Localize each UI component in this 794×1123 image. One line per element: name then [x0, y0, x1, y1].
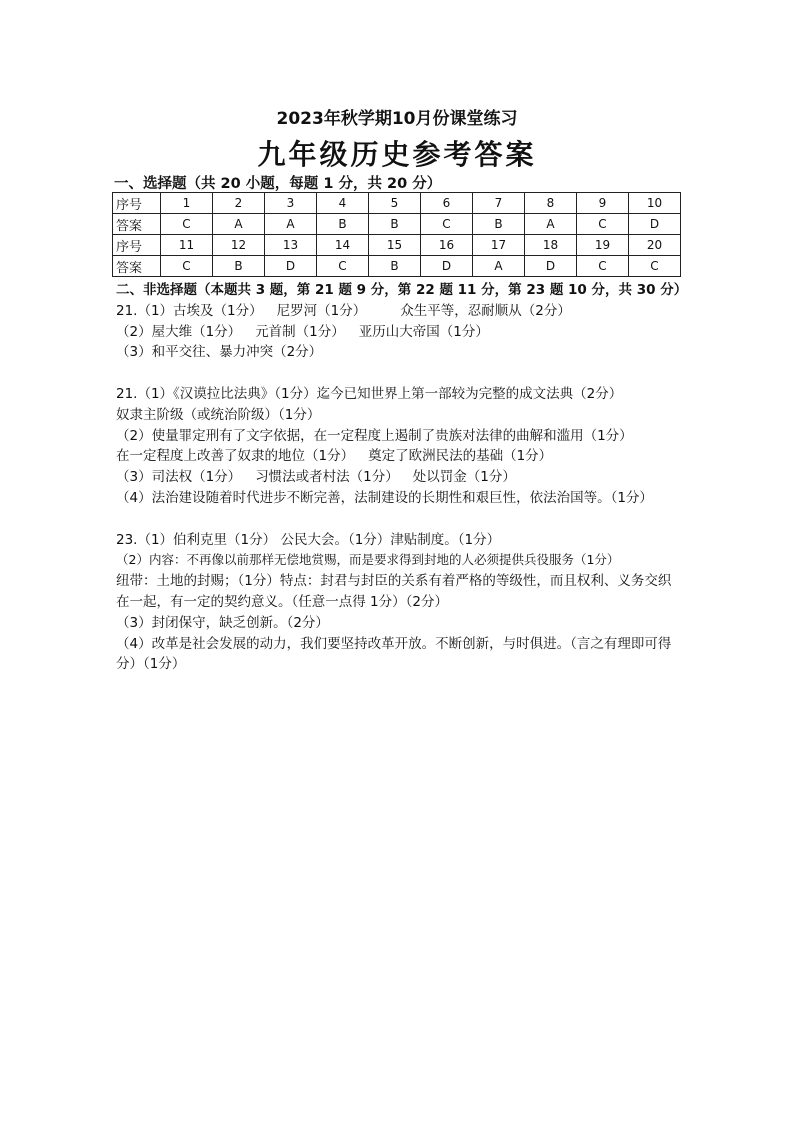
question-number: 11 — [161, 235, 213, 256]
question-number: 13 — [265, 235, 317, 256]
table-row-numbers-1 — [113, 193, 681, 214]
question-number: 10 — [629, 193, 681, 214]
answer-cell: B — [369, 214, 421, 235]
section2-heading: 二、非选择题（本题共 3 题，第 21 题 9 分，第 22 题 11 分，第 23 题 10 分，共 30 分） — [116, 282, 688, 298]
answer-text: 元首制（1分） — [255, 323, 345, 340]
answer-cell: C — [629, 256, 681, 277]
question-number: 19 — [577, 235, 629, 256]
question-number: 6 — [421, 193, 473, 214]
row-label: 答案 — [113, 256, 161, 277]
answer-table — [112, 192, 681, 277]
question-number: 15 — [369, 235, 421, 256]
answer-cell: C — [577, 214, 629, 235]
question-number: 5 — [369, 193, 421, 214]
table-row-answers-2 — [113, 256, 681, 277]
question-number: 7 — [473, 193, 525, 214]
row-label: 序号 — [113, 235, 161, 256]
answer-cell: A — [265, 214, 317, 235]
question-number: 1 — [161, 193, 213, 214]
table-row-answers-1 — [113, 214, 681, 235]
table-row-numbers-2 — [113, 235, 681, 256]
q21b-line3: （2）使量罪定刑有了文字依据，在一定程度上遏制了贵族对法律的曲解和滥用（1分） — [116, 427, 633, 444]
answer-cell: C — [161, 256, 213, 277]
question-number: 8 — [525, 193, 577, 214]
answer-cell: B — [369, 256, 421, 277]
answer-text: 21.（1）古埃及（1分） — [116, 302, 263, 319]
question-number: 9 — [577, 193, 629, 214]
q21b-line5 — [116, 467, 684, 488]
answer-cell: C — [421, 214, 473, 235]
answer-text: 亚历山大帝国（1分） — [358, 323, 489, 340]
page-title: 九年级历史参考答案 — [257, 138, 537, 171]
q21b-line1: 21.（1）《汉谟拉比法典》（1分）迄今已知世界上第一部较为完整的成文法典（2分） — [116, 385, 623, 402]
answer-cell: C — [317, 256, 369, 277]
answer-cell: C — [161, 214, 213, 235]
answer-cell: B — [473, 214, 525, 235]
exam-subtitle: 2023年秋学期10月份课堂练习 — [276, 109, 518, 129]
answer-cell: D — [421, 256, 473, 277]
q23-line1: 23.（1）伯利克里（1分） 公民大会。（1分）津贴制度。（1分） — [116, 531, 501, 548]
q23-line4: （3）封闭保守，缺乏创新。（2分） — [116, 614, 329, 631]
row-label: 答案 — [113, 214, 161, 235]
answer-cell: D — [629, 214, 681, 235]
answer-cell: D — [525, 256, 577, 277]
answer-text: 在一定程度上改善了奴隶的地位（1分） — [116, 448, 355, 465]
question-number: 2 — [213, 193, 265, 214]
answer-text: 习惯法或者村法（1分） — [255, 469, 399, 486]
answer-cell: D — [265, 256, 317, 277]
question-number: 17 — [473, 235, 525, 256]
q23-line3: 纽带：土地的封赐；（1分）特点：封君与封臣的关系有着严格的等级性，而且权利、义务交织在一起，有一定的契约意义。（任意一点得 1分）（2分） — [116, 573, 672, 610]
q21b-line2: 奴隶主阶级（或统治阶级）（1分） — [116, 406, 321, 423]
answer-cell: A — [213, 214, 265, 235]
section2-content — [116, 280, 688, 675]
q21a-line1 — [116, 301, 684, 322]
answer-text: （3）司法权（1分） — [116, 469, 242, 486]
answer-text: 众生平等，忍耐顺从（2分） — [400, 302, 571, 319]
question-number: 20 — [629, 235, 681, 256]
question-number: 3 — [265, 193, 317, 214]
question-number: 12 — [213, 235, 265, 256]
answer-text: 处以罚金（1分） — [412, 469, 516, 486]
question-number: 14 — [317, 235, 369, 256]
q21b-line4 — [116, 446, 684, 467]
question-number: 4 — [317, 193, 369, 214]
answer-cell: B — [317, 214, 369, 235]
answer-cell: A — [525, 214, 577, 235]
q21a-line2 — [116, 322, 684, 343]
answer-cell: B — [213, 256, 265, 277]
question-number: 16 — [421, 235, 473, 256]
q21a-line3: （3）和平交往、暴力冲突（2分） — [116, 344, 323, 361]
question-number: 18 — [525, 235, 577, 256]
q23-line5: （4）改革是社会发展的动力，我们要坚持改革开放。不断创新，与时俱进。（言之有理即可得分）（1分） — [116, 635, 672, 673]
answer-text: 尼罗河（1分） — [276, 302, 367, 319]
answer-text: 奠定了欧洲民法的基础（1分） — [368, 448, 553, 465]
answer-cell: A — [473, 256, 525, 277]
answer-cell: C — [577, 256, 629, 277]
row-label: 序号 — [113, 193, 161, 214]
answer-text: （2）屋大维（1分） — [116, 323, 242, 340]
section1-heading: 一、选择题（共 20 小题，每题 1 分，共 20 分） — [114, 176, 442, 192]
q23-line2: （2）内容：不再像以前那样无偿地赏赐，而是要求得到封地的人必须提供兵役服务（1分） — [116, 552, 620, 568]
q21b-line6: （4）法治建设随着时代进步不断完善，法制建设的长期性和艰巨性，依法治国等。（1分） — [116, 489, 653, 506]
